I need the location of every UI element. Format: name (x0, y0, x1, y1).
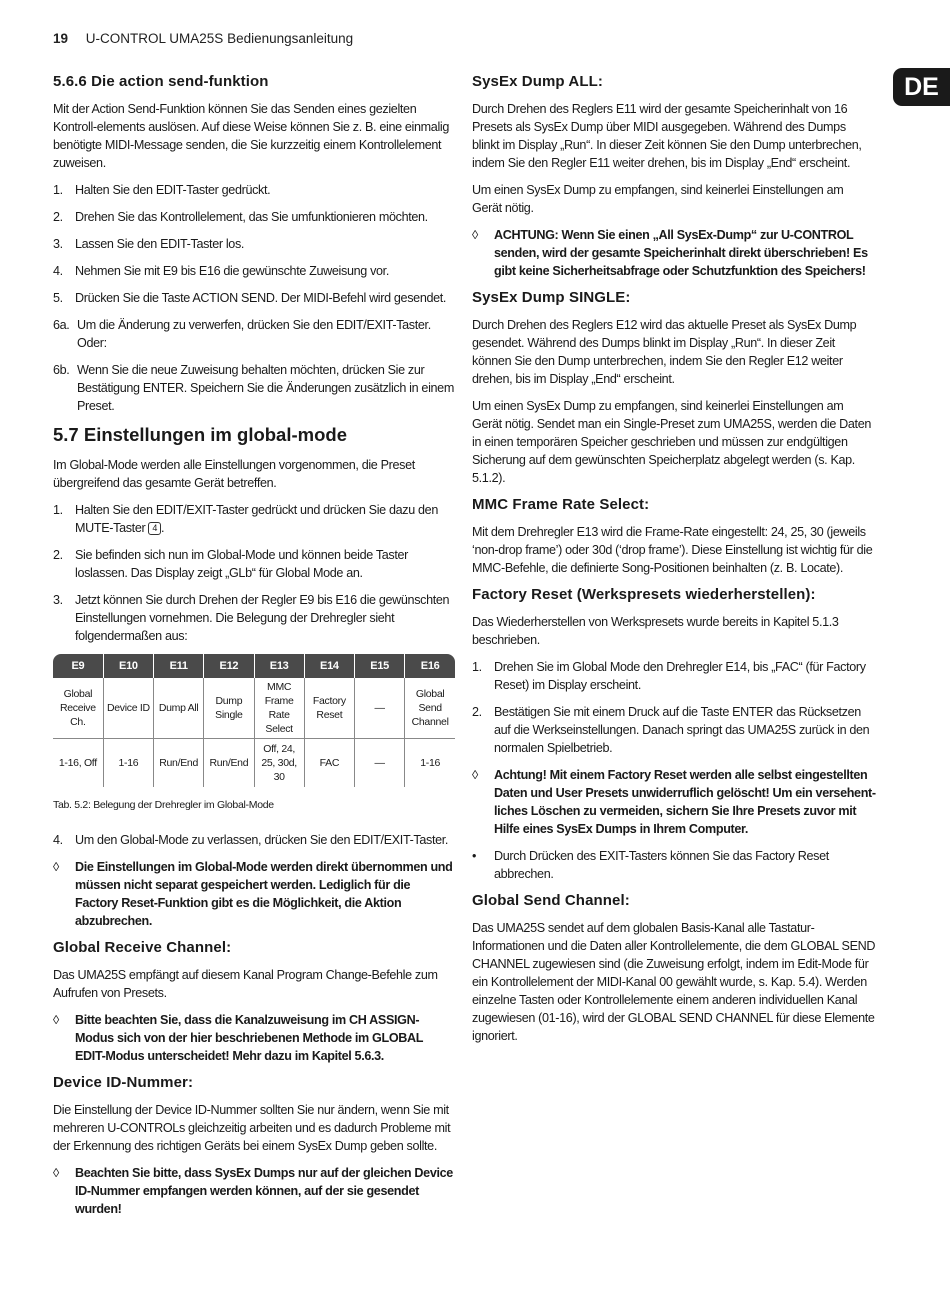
page-number: 19 (53, 31, 69, 46)
paragraph: Durch Drehen des Reglers E11 wird der gesamte Speicherinhalt von 16 Presets als SysEx Dump über MIDI ausgegeben. Während des Dumps blinkt im Display „Run“. In dieser Zeit können Sie den Dump unterbrechen, indem Sie den Regler E11 weiter drehen, bis im Display „End“ erscheint. (472, 102, 862, 170)
diamond-icon: ◊ (53, 1013, 59, 1027)
table-cell: FAC (304, 739, 354, 788)
diamond-icon: ◊ (472, 768, 478, 782)
action-send-steps (53, 181, 455, 415)
table-cell: Factory Reset (304, 678, 354, 739)
note-callout: ◊ Bitte beachten Sie, dass die Kanalzuweisung im CH ASSIGN-Modus sich von der hier beschriebenen Methode im GLOBAL EDIT-Modus unterscheidet! Mehr dazu im Kapitel 5.6.3. (53, 1013, 423, 1063)
note-callout: ◊ ACHTUNG: Wenn Sie einen „All SysEx-Dump“ zur U-CONTROL senden, wird der gesamte Speicherinhalt direkt überschrieben! Es gibt keine Sicherheitsabfrage oder Schutzfunktion des Speichers! (472, 228, 868, 278)
list-item: 1. Halten Sie den EDIT-Taster gedrückt. (53, 183, 271, 197)
global-mode-table (53, 654, 455, 787)
global-mode-steps (53, 501, 455, 645)
paragraph: Um einen SysEx Dump zu empfangen, sind keinerlei Einstellungen am Gerät nötig. Sendet man ein Single-Preset zum UMA25S, werden die Daten in einen temporären Speicher geschrieben und müssen zur endgültigen Sicherung auf dem gewünschten Speicherplatz abgelegt werden (s. Kap. 5.1.2). (472, 399, 872, 485)
paragraph: Das UMA25S empfängt auf diesem Kanal Program Change-Befehle zum Aufrufen von Presets. (53, 968, 438, 1000)
table-caption: Tab. 5.2: Belegung der Drehregler im Global-Mode (53, 799, 274, 811)
list-item: 1. Drehen Sie im Global Mode den Drehregler E14, bis „FAC“ (für Factory Reset) im Display erscheint. (472, 660, 866, 692)
column-header: E9 (53, 654, 103, 678)
column-header: E11 (154, 654, 204, 678)
heading-sysex-dump-all: SysEx Dump ALL: (472, 73, 603, 90)
list-item: 2. Bestätigen Sie mit einem Druck auf die Taste ENTER das Rücksetzen auf die Werkseinstellungen. Danach springt das UMA25S zurück in den normalen Spielbetrieb. (472, 705, 870, 755)
table-cell: Off, 24, 25, 30d, 30 (254, 739, 304, 788)
column-header: E14 (304, 654, 354, 678)
list-item: 5. Drücken Sie die Taste ACTION SEND. Der MIDI-Befehl wird gesendet. (53, 291, 447, 305)
bullet-item: • Durch Drücken des EXIT-Tasters können Sie das Factory Reset abbrechen. (472, 849, 829, 881)
section-heading-5-6-6: 5.6.6 Die action send-funktion (53, 73, 269, 90)
list-item: 6b. Wenn Sie die neue Zuweisung behalten möchten, drücken Sie zur Bestätigung ENTER. Speichern Sie die Änderungen zusätzlich in einem Preset. (53, 363, 454, 413)
list-item: 4. Um den Global-Mode zu verlassen, drücken Sie den EDIT/EXIT-Taster. (53, 833, 449, 847)
heading-sysex-dump-single: SysEx Dump SINGLE: (472, 289, 631, 306)
list-item: 4. Nehmen Sie mit E9 bis E16 die gewünschte Zuweisung vor. (53, 264, 389, 278)
table-header-row (53, 654, 455, 678)
language-tab: DE (893, 68, 950, 106)
document-title: U-CONTROL UMA25S Bedienungsanleitung (85, 31, 354, 46)
note-callout: ◊ Achtung! Mit einem Factory Reset werden alle selbst eingestellten Daten und User Presets unwiderruflich gelöscht! Um ein versehent-liches Löschen zu vermeiden, sichern Sie Ihre Presets zuvor mit Hilfe eines SysEx Dumps in Ihrem Computer. (472, 768, 876, 836)
table-row (53, 678, 455, 739)
diamond-icon: ◊ (53, 1166, 59, 1180)
list-item: 1. Halten Sie den EDIT/EXIT-Taster gedrückt und drücken Sie dazu den MUTE-Taster 4 . (53, 503, 438, 535)
diamond-icon: ◊ (53, 860, 59, 874)
paragraph: Die Einstellung der Device ID-Nummer sollten Sie nur ändern, wenn Sie mit mehreren U-CONTROLs gleichzeitig arbeiten und es dadurch Probleme mit der Erkennung des richtigen Geräts bei einem SysEx Dump geben sollte. (53, 1103, 451, 1153)
table-cell: Dump All (154, 678, 204, 739)
column-header: E13 (254, 654, 304, 678)
note-callout: ◊ Die Einstellungen im Global-Mode werden direkt übernommen und müssen nicht separat gespeichert werden. Lediglich für die Factory Reset-Funktion gibt es die Möglichkeit, die Aktion abzubrechen. (53, 860, 453, 928)
table-row (53, 739, 455, 788)
table-cell: — (355, 739, 405, 788)
note-callout: ◊ Beachten Sie bitte, dass SysEx Dumps nur auf der gleichen Device ID-Nummer empfangen werden können, auf der sie gesendet wurden! (53, 1166, 453, 1216)
heading-device-id: Device ID-Nummer: (53, 1074, 194, 1091)
list-item: 6a. Um die Änderung zu verwerfen, drücken Sie den EDIT/EXIT-Taster. Oder: (53, 318, 431, 350)
column-header: E12 (204, 654, 254, 678)
factory-reset-steps (472, 658, 876, 757)
list-item: 2. Sie befinden sich nun im Global-Mode und können beide Taster loslassen. Das Display zeigt „GLb“ für Global Mode an. (53, 548, 409, 580)
table-cell: 1-16 (420, 757, 441, 769)
paragraph: Durch Drehen des Reglers E12 wird das aktuelle Preset als SysEx Dump gesendet. Während des Dumps blinkt im Display „Run“. In dieser Zeit können Sie den Dump unterbrechen, indem Sie den Regler E12 weiter drehen, bis im Display „End“ erscheint. (472, 318, 857, 386)
heading-global-send-channel: Global Send Channel: (472, 892, 630, 909)
table-cell: Device ID (103, 678, 153, 739)
table-cell: Run/End (204, 739, 254, 788)
table-cell: Global Send Channel (405, 678, 455, 739)
paragraph: Mit dem Drehregler E13 wird die Frame-Rate eingestellt: 24, 25, 30 (jeweils ‘non-drop frame’) oder 30d (‘drop frame’). Diese Einstellung ist wichtig für die MMC-Befehle, die definierte Song-Positionen beinhalten (z. B. Locate). (472, 525, 873, 575)
table-cell: Global Receive Ch. (53, 678, 103, 739)
paragraph: Um einen SysEx Dump zu empfangen, sind keinerlei Einstellungen am Gerät nötig. (472, 183, 844, 215)
key-reference-badge: 4 (148, 522, 161, 535)
column-header: E10 (103, 654, 153, 678)
list-item: 3. Lassen Sie den EDIT-Taster los. (53, 237, 245, 251)
paragraph: Das UMA25S sendet auf dem globalen Basis-Kanal alle Tastatur-Informationen und die Daten aller Kontrollelemente, die dem GLOBAL SEND CHANNEL zugewiesen sind (die Zuweisung erfolgt, indem im Edit-Mode für ein Kontrollelement der MIDI-Kanal 00 gewählt wurde, s. Kap. 5.4). Werden einzelne Tasten oder Kontrollelemente einem anderen individuellen Kanal zugewiesen (01-16), wird der GLOBAL SEND CHANNEL für diese Elemente ignoriert. (472, 921, 876, 1043)
left-column (53, 73, 455, 1227)
page-header (53, 31, 353, 46)
table-cell: MMC Frame Rate Select (254, 678, 304, 739)
paragraph: Im Global-Mode werden alle Einstellungen vorgenommen, die Preset übergreifend das gesamte Gerät betreffen. (53, 458, 415, 490)
list-item: 2. Drehen Sie das Kontrollelement, das Sie umfunktionieren möchten. (53, 210, 428, 224)
table-cell: Run/End (154, 739, 204, 788)
section-heading-5-7: 5.7 Einstellungen im global-mode (53, 424, 347, 445)
heading-factory-reset: Factory Reset (Werkspresets wiederherstellen): (472, 586, 816, 603)
column-header: E16 (405, 654, 455, 678)
list-item: 3. Jetzt können Sie durch Drehen der Regler E9 bis E16 die gewünschten Einstellungen vornehmen. Die Belegung der Drehregler sieht folgendermaßen aus: (53, 593, 450, 643)
diamond-icon: ◊ (472, 228, 478, 242)
table-cell: — (355, 678, 405, 739)
right-column (472, 73, 876, 1054)
paragraph: Mit der Action Send-Funktion können Sie das Senden eines gezielten Kontroll-elements auslösen. Auf diese Weise können Sie z. B. eine einmalig benötigte MIDI-Message senden, die Sie kurzzeitig einem Kontrollelement zuweisen. (53, 102, 449, 170)
heading-global-receive-channel: Global Receive Channel: (53, 939, 232, 956)
bullet-icon: • (472, 849, 477, 863)
paragraph: Das Wiederherstellen von Werkspresets wurde bereits in Kapitel 5.1.3 beschrieben. (472, 615, 839, 647)
column-header: E15 (355, 654, 405, 678)
table-cell: 1-16 (103, 739, 153, 788)
table-cell: 1-16, Off (53, 739, 103, 788)
heading-mmc-frame-rate: MMC Frame Rate Select: (472, 496, 650, 513)
table-cell: Dump Single (204, 678, 254, 739)
